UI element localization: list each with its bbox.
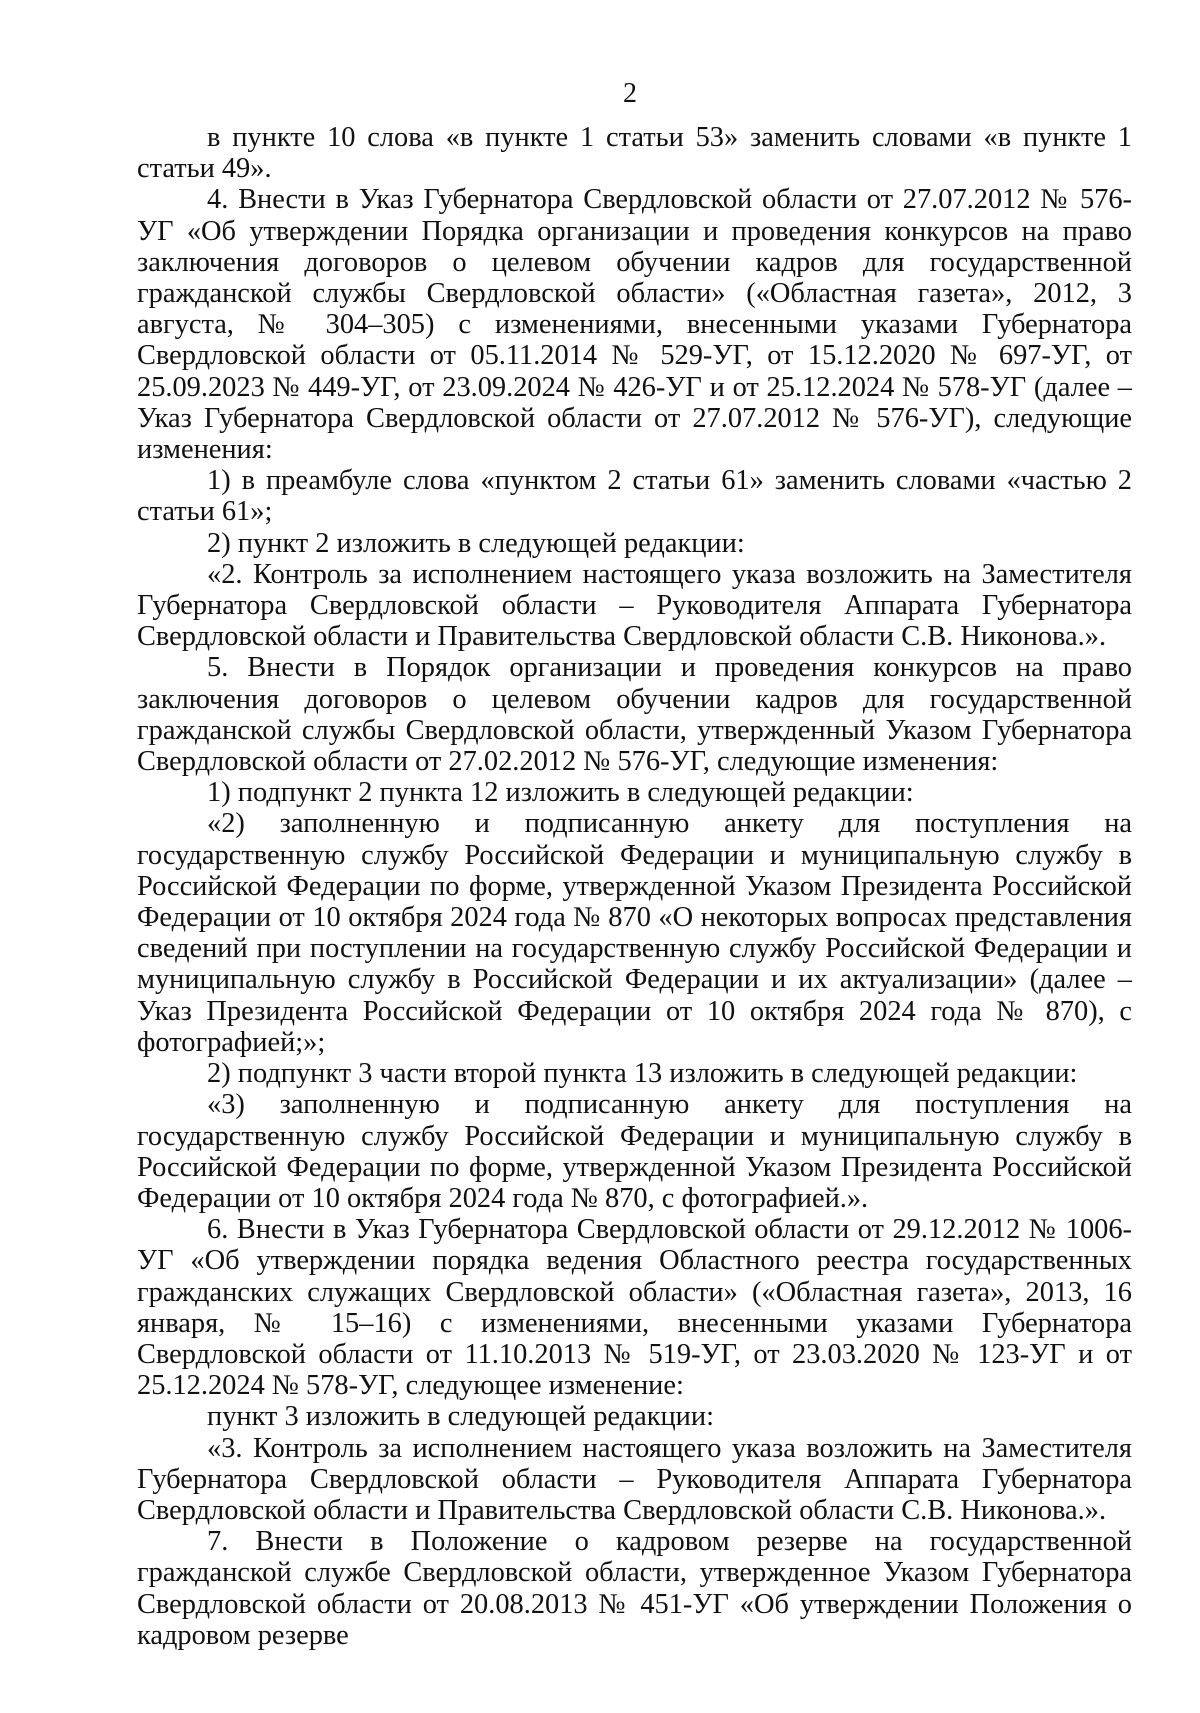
paragraph: 6. Внести в Указ Губернатора Свердловской области от 29.12.2012 № 1006-УГ «Об утверждении порядка ведения Областного реестра государственных гражданских служащих Свердловской области» («Областная газета», 2013, 16 января, № 15–16) с изменениями, внесенными указами Губернатора Свердловской области от 11.10.2013 № 519-УГ, от 23.03.2020 № 123-УГ и от 25.12.2024 № 578-УГ, следующее изменение: (137, 1214, 1132, 1402)
document-body (137, 122, 1132, 1651)
paragraph: пункт 3 изложить в следующей редакции: (207, 1401, 714, 1433)
paragraph: 1) подпункт 2 пункта 12 изложить в следующей редакции: (207, 777, 914, 809)
paragraph: «2) заполненную и подписанную анкету для поступления на государственную службу Российской Федерации и муниципальную службу в Российской Федерации по форме, утвержденной Указом Президента Российской Федерации от 10 октября 2024 года № 870 «О некоторых вопросах представления сведений при поступлении на государственную службу Российской Федерации и муниципальную службу в Российской Федерации и их актуализации» (далее – Указ Президента Российской Федерации от 10 октября 2024 года № 870), с фотографией;»; (137, 808, 1132, 1058)
paragraph: 5. Внести в Порядок организации и проведения конкурсов на право заключения договоров о целевом обучении кадров для государственной гражданской службы Свердловской области, утвержденный Указом Губернатора Свердловской области от 27.02.2012 № 576-УГ, следующие изменения: (137, 652, 1132, 778)
paragraph: «3. Контроль за исполнением настоящего указа возложить на Заместителя Губернатора Свердловской области – Руководителя Аппарата Губернатора Свердловской области и Правительства Свердловской области С.В. Никонова.». (137, 1432, 1132, 1526)
paragraph: «3) заполненную и подписанную анкету для поступления на государственную службу Российской Федерации и муниципальную службу в Российской Федерации по форме, утвержденной Указом Президента Российской Федерации от 10 октября 2024 года № 870, с фотографией.». (137, 1089, 1132, 1214)
paragraph: 2) пункт 2 изложить в следующей редакции: (207, 527, 745, 559)
paragraph: 2) подпункт 3 части второй пункта 13 изложить в следующей редакции: (207, 1058, 1078, 1090)
paragraph: 4. Внести в Указ Губернатора Свердловской области от 27.07.2012 № 576-УГ «Об утверждении Порядка организации и проведения конкурсов на право заключения договоров о целевом обучении кадров для государственной гражданской службы Свердловской области» («Областная газета», 2012, 3 августа, № 304–305) с изменениями, внесенными указами Губернатора Свердловской области от 05.11.2014 № 529-УГ, от 15.12.2020 № 697-УГ, от 25.09.2023 № 449-УГ, от 23.09.2024 № 426-УГ и от 25.12.2024 № 578-УГ (далее – Указ Губернатора Свердловской области от 27.07.2012 № 576-УГ), следующие изменения: (137, 184, 1132, 466)
paragraph: «2. Контроль за исполнением настоящего указа возложить на Заместителя Губернатора Свердловской области – Руководителя Аппарата Губернатора Свердловской области и Правительства Свердловской области С.В. Никонова.». (137, 558, 1132, 653)
paragraph: 1) в преамбуле слова «пунктом 2 статьи 61» заменить словами «частью 2 статьи 61»; (137, 465, 1132, 528)
paragraph: в пункте 10 слова «в пункте 1 статьи 53» заменить словами «в пункте 1 статьи 49». (137, 122, 1132, 185)
paragraph: 7. Внести в Положение о кадровом резерве на государственной гражданской службе Свердловской области, утвержденное Указом Губернатора Свердловской области от 20.08.2013 № 451-УГ «Об утверждении Положения о кадровом резерве (137, 1526, 1132, 1651)
page-number: 2 (623, 78, 637, 109)
